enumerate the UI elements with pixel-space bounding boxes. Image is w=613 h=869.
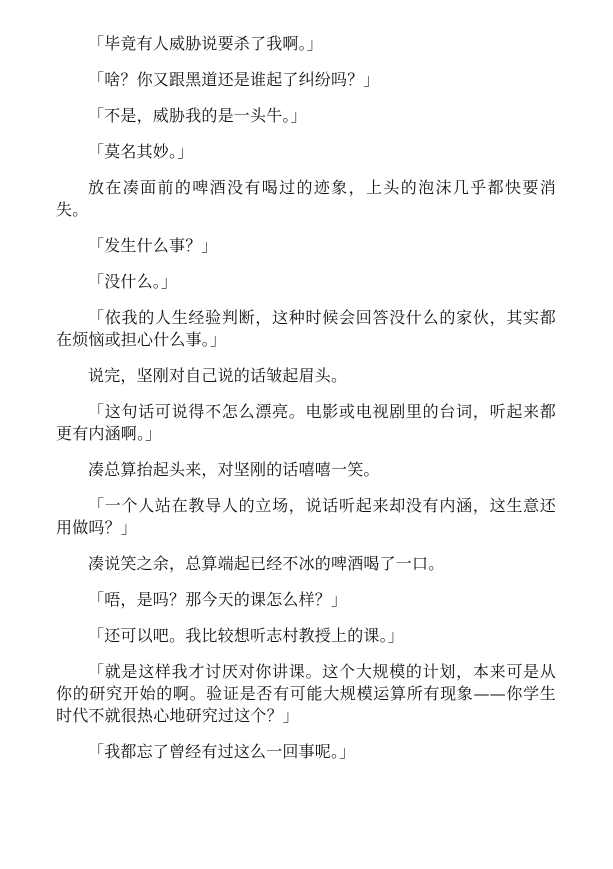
paragraph: 「毕竟有人威胁说要杀了我啊。」 [88,34,324,53]
paragraph: 「还可以吧。我比较想听志村教授上的课。」 [88,626,405,645]
paragraph: 「不是，威胁我的是一头牛。」 [88,106,307,125]
document-page [56,33,556,777]
paragraph: 「这句话可说得不怎么漂亮。电影或电视剧里的台词，听起来都更有内涵啊。」 [56,402,556,443]
paragraph: 「唔，是吗？那今天的课怎么样？」 [88,590,348,609]
paragraph: 「啥？你又跟黑道还是谁起了纠纷吗？」 [88,70,380,89]
paragraph: 「没什么。」 [88,272,178,291]
paragraph: 凑总算抬起头来，对坚刚的话嘻嘻一笑。 [88,460,380,479]
paragraph: 「一个人站在教导人的立场，说话听起来却没有内涵，这生意还用做吗？」 [56,496,556,537]
paragraph: 放在凑面前的啤酒没有喝过的迹象，上头的泡沫几乎都快要消失。 [56,178,556,219]
paragraph: 凑说笑之余，总算端起已经不冰的啤酒喝了一口。 [88,554,445,573]
paragraph: 「我都忘了曾经有过这么一回事呢。」 [88,742,356,761]
paragraph: 「依我的人生经验判断，这种时候会回答没什么的家伙，其实都在烦恼或担心什么事。」 [56,308,556,349]
paragraph: 「发生什么事？」 [88,236,218,255]
paragraph: 「就是这样我才讨厌对你讲课。这个大规模的计划，本来可是从你的研究开始的啊。验证是否有可能大规模运算所有现象——你学生时代不就很热心地研究过这个？」 [56,662,556,725]
paragraph: 「莫名其妙。」 [88,142,194,161]
paragraph: 说完，坚刚对自己说的话皱起眉头。 [88,366,348,385]
